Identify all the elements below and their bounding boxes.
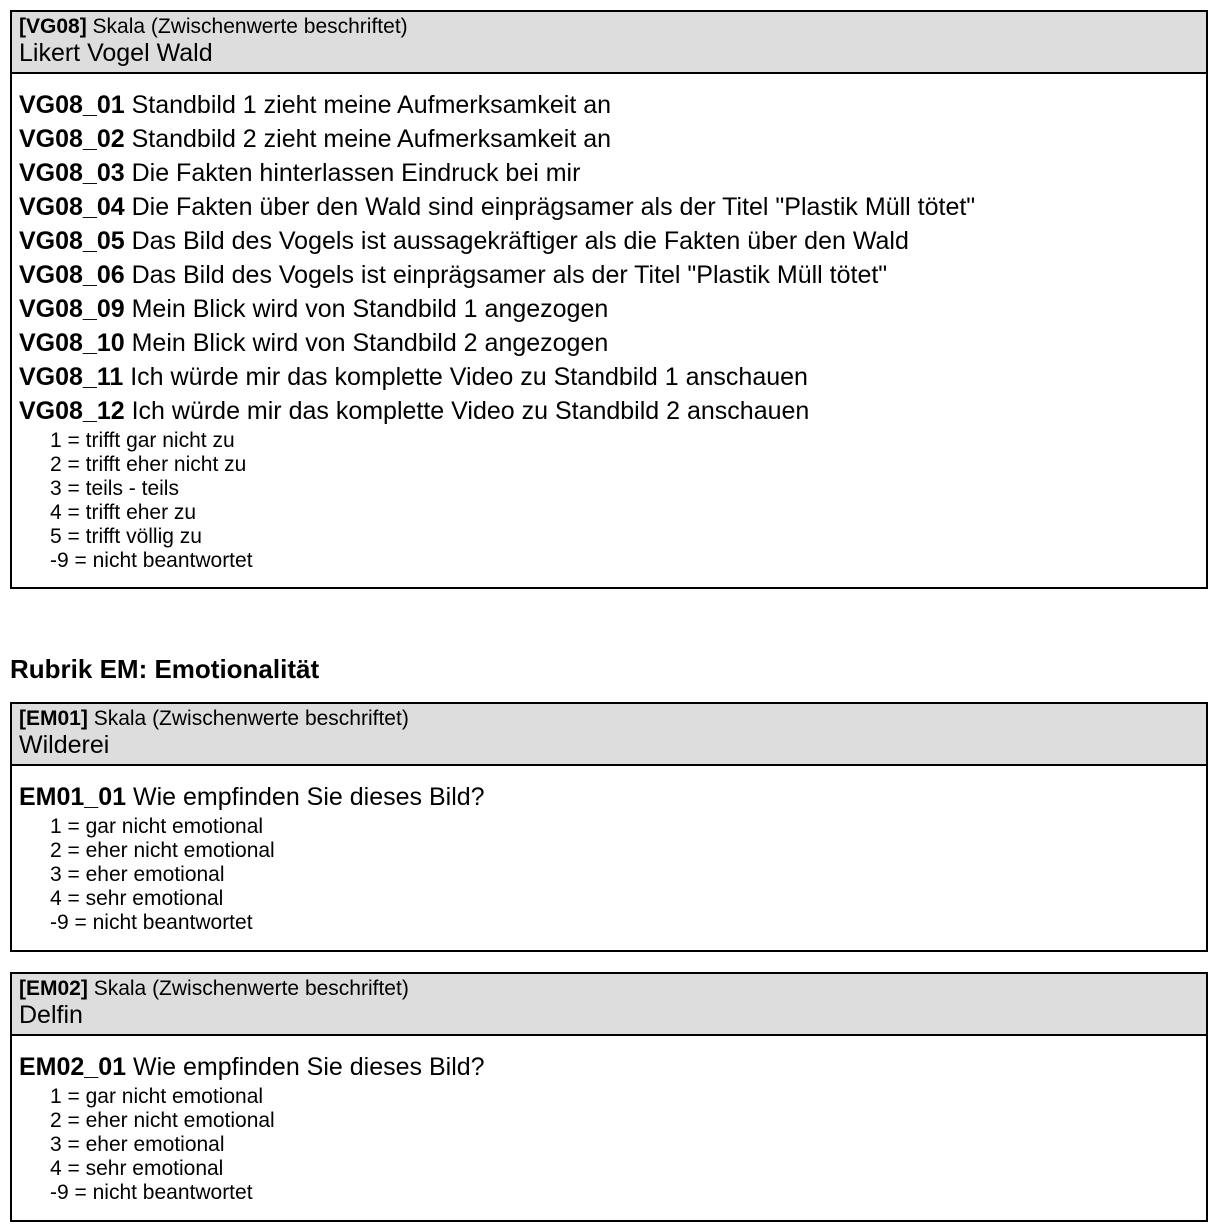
question-body (12, 766, 1206, 935)
question-title: Likert Vogel Wald (19, 39, 213, 67)
item-row (19, 780, 1199, 814)
scale-option: -9 = nicht beantwortet (50, 1181, 253, 1204)
scale-list (19, 1084, 1199, 1205)
item-code: VG08_01 (19, 91, 125, 119)
item-row (19, 258, 1199, 292)
item-code: VG08_03 (19, 159, 125, 187)
scale-option: 4 = sehr emotional (50, 1157, 224, 1180)
scale-option: 2 = trifft eher nicht zu (50, 453, 247, 476)
item-text: Ich würde mir das komplette Video zu Standbild 1 anschauen (130, 363, 808, 391)
question-type: Skala (Zwischenwerte beschriftet) (93, 977, 409, 1000)
question-code: [EM01] (19, 707, 88, 730)
scale-option: 1 = gar nicht emotional (50, 1085, 264, 1108)
scale-option: 3 = teils - teils (50, 477, 179, 500)
item-text: Ich würde mir das komplette Video zu Standbild 2 anschauen (131, 397, 810, 425)
question-body (12, 1036, 1206, 1205)
scale-option: 3 = eher emotional (50, 863, 225, 886)
item-row (19, 224, 1199, 258)
scale-option: 4 = trifft eher zu (50, 501, 197, 524)
item-row (19, 122, 1199, 156)
question-header (12, 974, 1206, 1036)
item-row (19, 156, 1199, 190)
scale-option: 1 = trifft gar nicht zu (50, 429, 235, 452)
item-row (19, 360, 1199, 394)
question-header (12, 704, 1206, 766)
item-text: Mein Blick wird von Standbild 2 angezogen (131, 329, 609, 357)
item-text: Wie empfinden Sie dieses Bild? (132, 783, 485, 811)
item-row (19, 326, 1199, 360)
item-code: EM01_01 (19, 783, 127, 811)
item-row (19, 292, 1199, 326)
item-code: EM02_01 (19, 1053, 127, 1081)
scale-option: 5 = trifft völlig zu (50, 525, 202, 548)
item-row (19, 1050, 1199, 1084)
scale-option: -9 = nicht beantwortet (50, 549, 253, 572)
item-code: VG08_09 (19, 295, 125, 323)
scale-option: 3 = eher emotional (50, 1133, 225, 1156)
question-code: [EM02] (19, 977, 88, 1000)
question-header (12, 12, 1206, 74)
question-box-em01 (10, 702, 1208, 952)
item-code: VG08_06 (19, 261, 125, 289)
item-text: Die Fakten hinterlassen Eindruck bei mir (131, 159, 581, 187)
scale-option: 2 = eher nicht emotional (50, 839, 275, 862)
scale-option: 1 = gar nicht emotional (50, 815, 264, 838)
item-code: VG08_02 (19, 125, 125, 153)
item-code: VG08_04 (19, 193, 125, 221)
item-row (19, 88, 1199, 122)
scale-option: -9 = nicht beantwortet (50, 911, 253, 934)
item-code: VG08_05 (19, 227, 125, 255)
item-code: VG08_12 (19, 397, 125, 425)
item-text: Standbild 1 zieht meine Aufmerksamkeit an (131, 91, 612, 119)
item-text: Die Fakten über den Wald sind einprägsamer als der Titel "Plastik Müll tötet" (131, 193, 976, 221)
item-code: VG08_11 (19, 363, 124, 391)
item-text: Das Bild des Vogels ist einprägsamer als der Titel "Plastik Müll tötet" (131, 261, 888, 289)
question-type: Skala (Zwischenwerte beschriftet) (92, 15, 408, 38)
item-text: Standbild 2 zieht meine Aufmerksamkeit an (131, 125, 612, 153)
section-title: Rubrik EM: Emotionalität (10, 654, 320, 684)
item-text: Wie empfinden Sie dieses Bild? (132, 1053, 485, 1081)
question-title: Wilderei (19, 731, 110, 759)
item-row (19, 394, 1199, 428)
question-title: Delfin (19, 1001, 83, 1029)
item-text: Das Bild des Vogels ist aussagekräftiger als die Fakten über den Wald (131, 227, 909, 255)
scale-option: 4 = sehr emotional (50, 887, 224, 910)
question-box-em02 (10, 972, 1208, 1222)
item-row (19, 190, 1199, 224)
scale-option: 2 = eher nicht emotional (50, 1109, 275, 1132)
scale-list (19, 428, 1199, 573)
scale-list (19, 814, 1199, 935)
question-box-vg08 (10, 10, 1208, 589)
item-code: VG08_10 (19, 329, 125, 357)
question-type: Skala (Zwischenwerte beschriftet) (93, 707, 409, 730)
question-code: [VG08] (19, 15, 87, 38)
question-body (12, 74, 1206, 573)
item-text: Mein Blick wird von Standbild 1 angezogen (131, 295, 609, 323)
